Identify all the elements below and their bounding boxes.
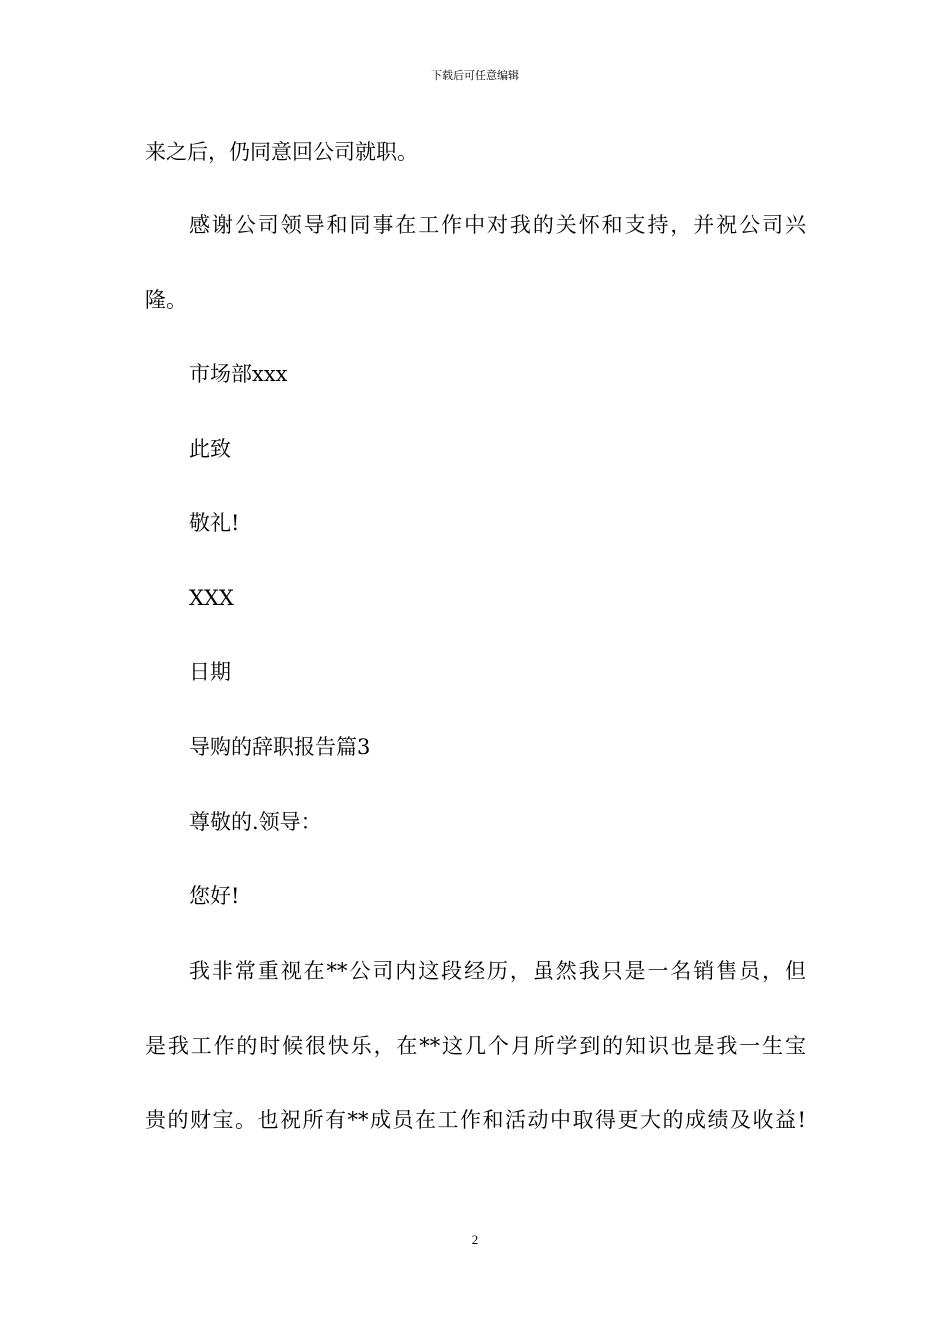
signature-name: XXX — [189, 586, 234, 610]
body-line-13: 是我工作的时候很快乐，在**这几个月所学到的知识也是我一生宝 — [145, 1034, 806, 1058]
body-line-2: 感谢公司领导和同事在工作中对我的关怀和支持，并祝公司兴 — [189, 213, 806, 237]
letter-greeting: 您好! — [189, 884, 240, 908]
page-number: 2 — [471, 1232, 479, 1247]
closing-regards: 敬礼! — [189, 511, 240, 535]
section-heading: 导购的辞职报告篇3 — [189, 735, 371, 759]
signature-date: 日期 — [189, 660, 231, 684]
signature-department: 市场部xxx — [189, 362, 288, 386]
body-line-12: 我非常重视在**公司内这段经历，虽然我只是一名销售员，但 — [189, 959, 806, 983]
page-header: 下载后可任意编辑 — [431, 69, 519, 82]
body-line-14: 贵的财宝。也祝所有**成员在工作和活动中取得更大的成绩及收益! — [145, 1108, 806, 1132]
letter-salutation: 尊敬的.领导： — [189, 810, 322, 834]
body-line-3: 隆。 — [145, 288, 187, 312]
body-line-1: 来之后，仍同意回公司就职。 — [145, 140, 418, 164]
closing-salutation: 此致 — [189, 437, 231, 461]
